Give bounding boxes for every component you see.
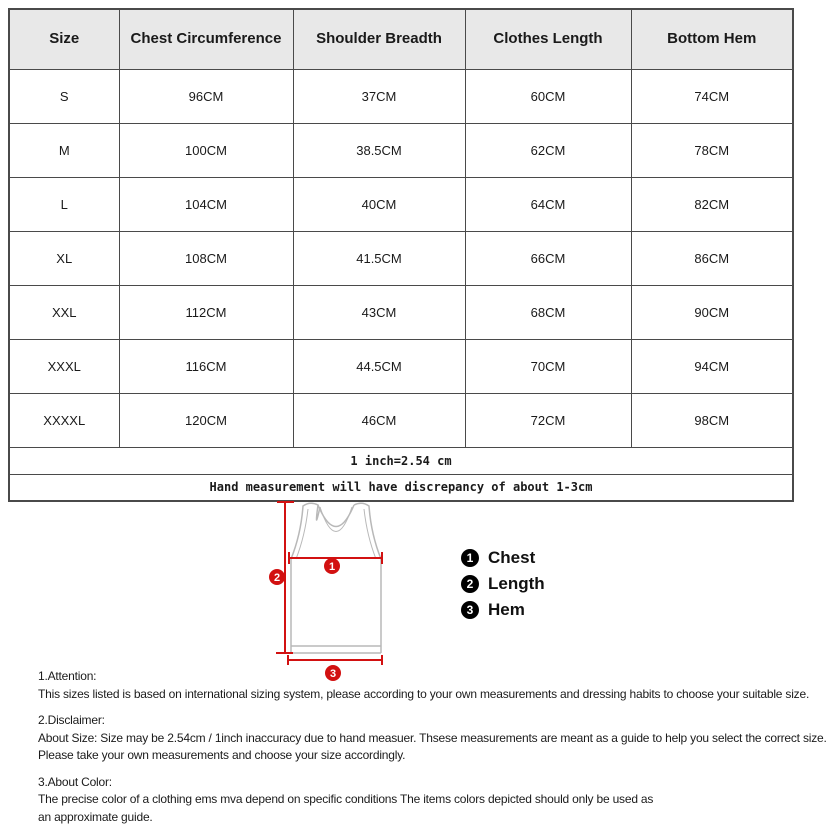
vest-hem-band bbox=[291, 646, 381, 653]
table-row bbox=[9, 393, 793, 447]
table-cell: XXXL bbox=[9, 339, 119, 393]
disclaimer-body-line2: Please take your own measurements and choose your size accordingly. bbox=[38, 748, 406, 762]
table-cell: XXXXL bbox=[9, 393, 119, 447]
table-cell: 96CM bbox=[119, 69, 293, 123]
vest-measurement-diagram bbox=[250, 496, 470, 692]
table-cell: L bbox=[9, 177, 119, 231]
table-cell: S bbox=[9, 69, 119, 123]
table-cell: M bbox=[9, 123, 119, 177]
marker-2-number: 2 bbox=[273, 572, 281, 584]
disclaimer-body-line1: About Size: Size may be 2.54cm / 1inch inaccuracy due to hand measuer. Thsese measurements are meant as a guide to help you select the correct size. bbox=[38, 730, 827, 745]
table-cell: 60CM bbox=[465, 69, 631, 123]
table-cell: 116CM bbox=[119, 339, 293, 393]
table-cell: 94CM bbox=[631, 339, 793, 393]
table-cell: 64CM bbox=[465, 177, 631, 231]
table-cell: 72CM bbox=[465, 393, 631, 447]
inch-conversion-note: 1 inch=2.54 cm bbox=[9, 447, 793, 474]
table-row bbox=[9, 231, 793, 285]
vest-neck-inner bbox=[320, 507, 352, 532]
circled-1-icon: 1 bbox=[461, 549, 479, 567]
footnotes bbox=[38, 668, 827, 835]
table-cell: 78CM bbox=[631, 123, 793, 177]
table-cell: XXL bbox=[9, 285, 119, 339]
diagram-legend bbox=[461, 549, 545, 627]
table-cell: 100CM bbox=[119, 123, 293, 177]
table-cell: 38.5CM bbox=[293, 123, 465, 177]
table-cell: XL bbox=[9, 231, 119, 285]
col-header-shoulder: Shoulder Breadth bbox=[293, 9, 465, 69]
hem-measure-line bbox=[288, 655, 382, 665]
table-cell: 74CM bbox=[631, 69, 793, 123]
about-color-section bbox=[38, 774, 798, 827]
marker-3-number: 3 bbox=[329, 668, 337, 680]
table-cell: 70CM bbox=[465, 339, 631, 393]
circled-2-icon: 2 bbox=[461, 575, 479, 593]
col-header-length: Clothes Length bbox=[465, 9, 631, 69]
table-cell: 112CM bbox=[119, 285, 293, 339]
table-row bbox=[9, 285, 793, 339]
measurement-discrepancy-note: Hand measurement will have discrepancy of about 1-3cm bbox=[9, 474, 793, 501]
legend-label: Hem bbox=[488, 600, 525, 619]
table-cell: 66CM bbox=[465, 231, 631, 285]
table-row bbox=[9, 177, 793, 231]
table-cell: 108CM bbox=[119, 231, 293, 285]
legend-item-hem bbox=[461, 601, 545, 619]
table-cell: 43CM bbox=[293, 285, 465, 339]
table-cell: 104CM bbox=[119, 177, 293, 231]
table-cell: 62CM bbox=[465, 123, 631, 177]
attention-body: This sizes listed is based on international sizing system, please according to your own measurements and dressing habits to choose your suitable size. bbox=[38, 686, 810, 701]
legend-item-length bbox=[461, 575, 545, 593]
table-cell: 120CM bbox=[119, 393, 293, 447]
col-header-chest: Chest Circumference bbox=[119, 9, 293, 69]
table-row bbox=[9, 69, 793, 123]
table-cell: 82CM bbox=[631, 177, 793, 231]
legend-label: Chest bbox=[488, 548, 536, 567]
table-cell: 90CM bbox=[631, 285, 793, 339]
vest-outline bbox=[291, 503, 381, 653]
attention-section bbox=[38, 668, 810, 703]
col-header-size: Size bbox=[9, 9, 119, 69]
table-cell: 37CM bbox=[293, 69, 465, 123]
about-color-title: 3.About Color: bbox=[38, 774, 112, 789]
legend-item-chest bbox=[461, 549, 545, 567]
size-chart-table bbox=[8, 8, 794, 502]
disclaimer-title: 2.Disclaimer: bbox=[38, 713, 105, 727]
legend-label: Length bbox=[488, 574, 545, 593]
table-cell: 44.5CM bbox=[293, 339, 465, 393]
attention-title: 1.Attention: bbox=[38, 669, 97, 683]
about-color-body-line1: The precise color of a clothing ems mva depend on specific conditions The items colors depicted should only be used as bbox=[38, 792, 654, 806]
disclaimer-section bbox=[38, 712, 827, 765]
table-row bbox=[9, 339, 793, 393]
measurement-markers bbox=[269, 558, 341, 681]
marker-1-number: 1 bbox=[328, 561, 336, 573]
table-cell: 40CM bbox=[293, 177, 465, 231]
table-cell: 68CM bbox=[465, 285, 631, 339]
table-cell: 86CM bbox=[631, 231, 793, 285]
col-header-hem: Bottom Hem bbox=[631, 9, 793, 69]
table-cell: 98CM bbox=[631, 393, 793, 447]
header-row bbox=[9, 9, 793, 69]
table-note-row bbox=[9, 447, 793, 474]
table-cell: 46CM bbox=[293, 393, 465, 447]
vest-left-strap bbox=[291, 503, 320, 559]
circled-3-icon: 3 bbox=[461, 601, 479, 619]
table-row bbox=[9, 123, 793, 177]
table-cell: 41.5CM bbox=[293, 231, 465, 285]
about-color-body-line2: an approximate guide. bbox=[38, 809, 153, 824]
